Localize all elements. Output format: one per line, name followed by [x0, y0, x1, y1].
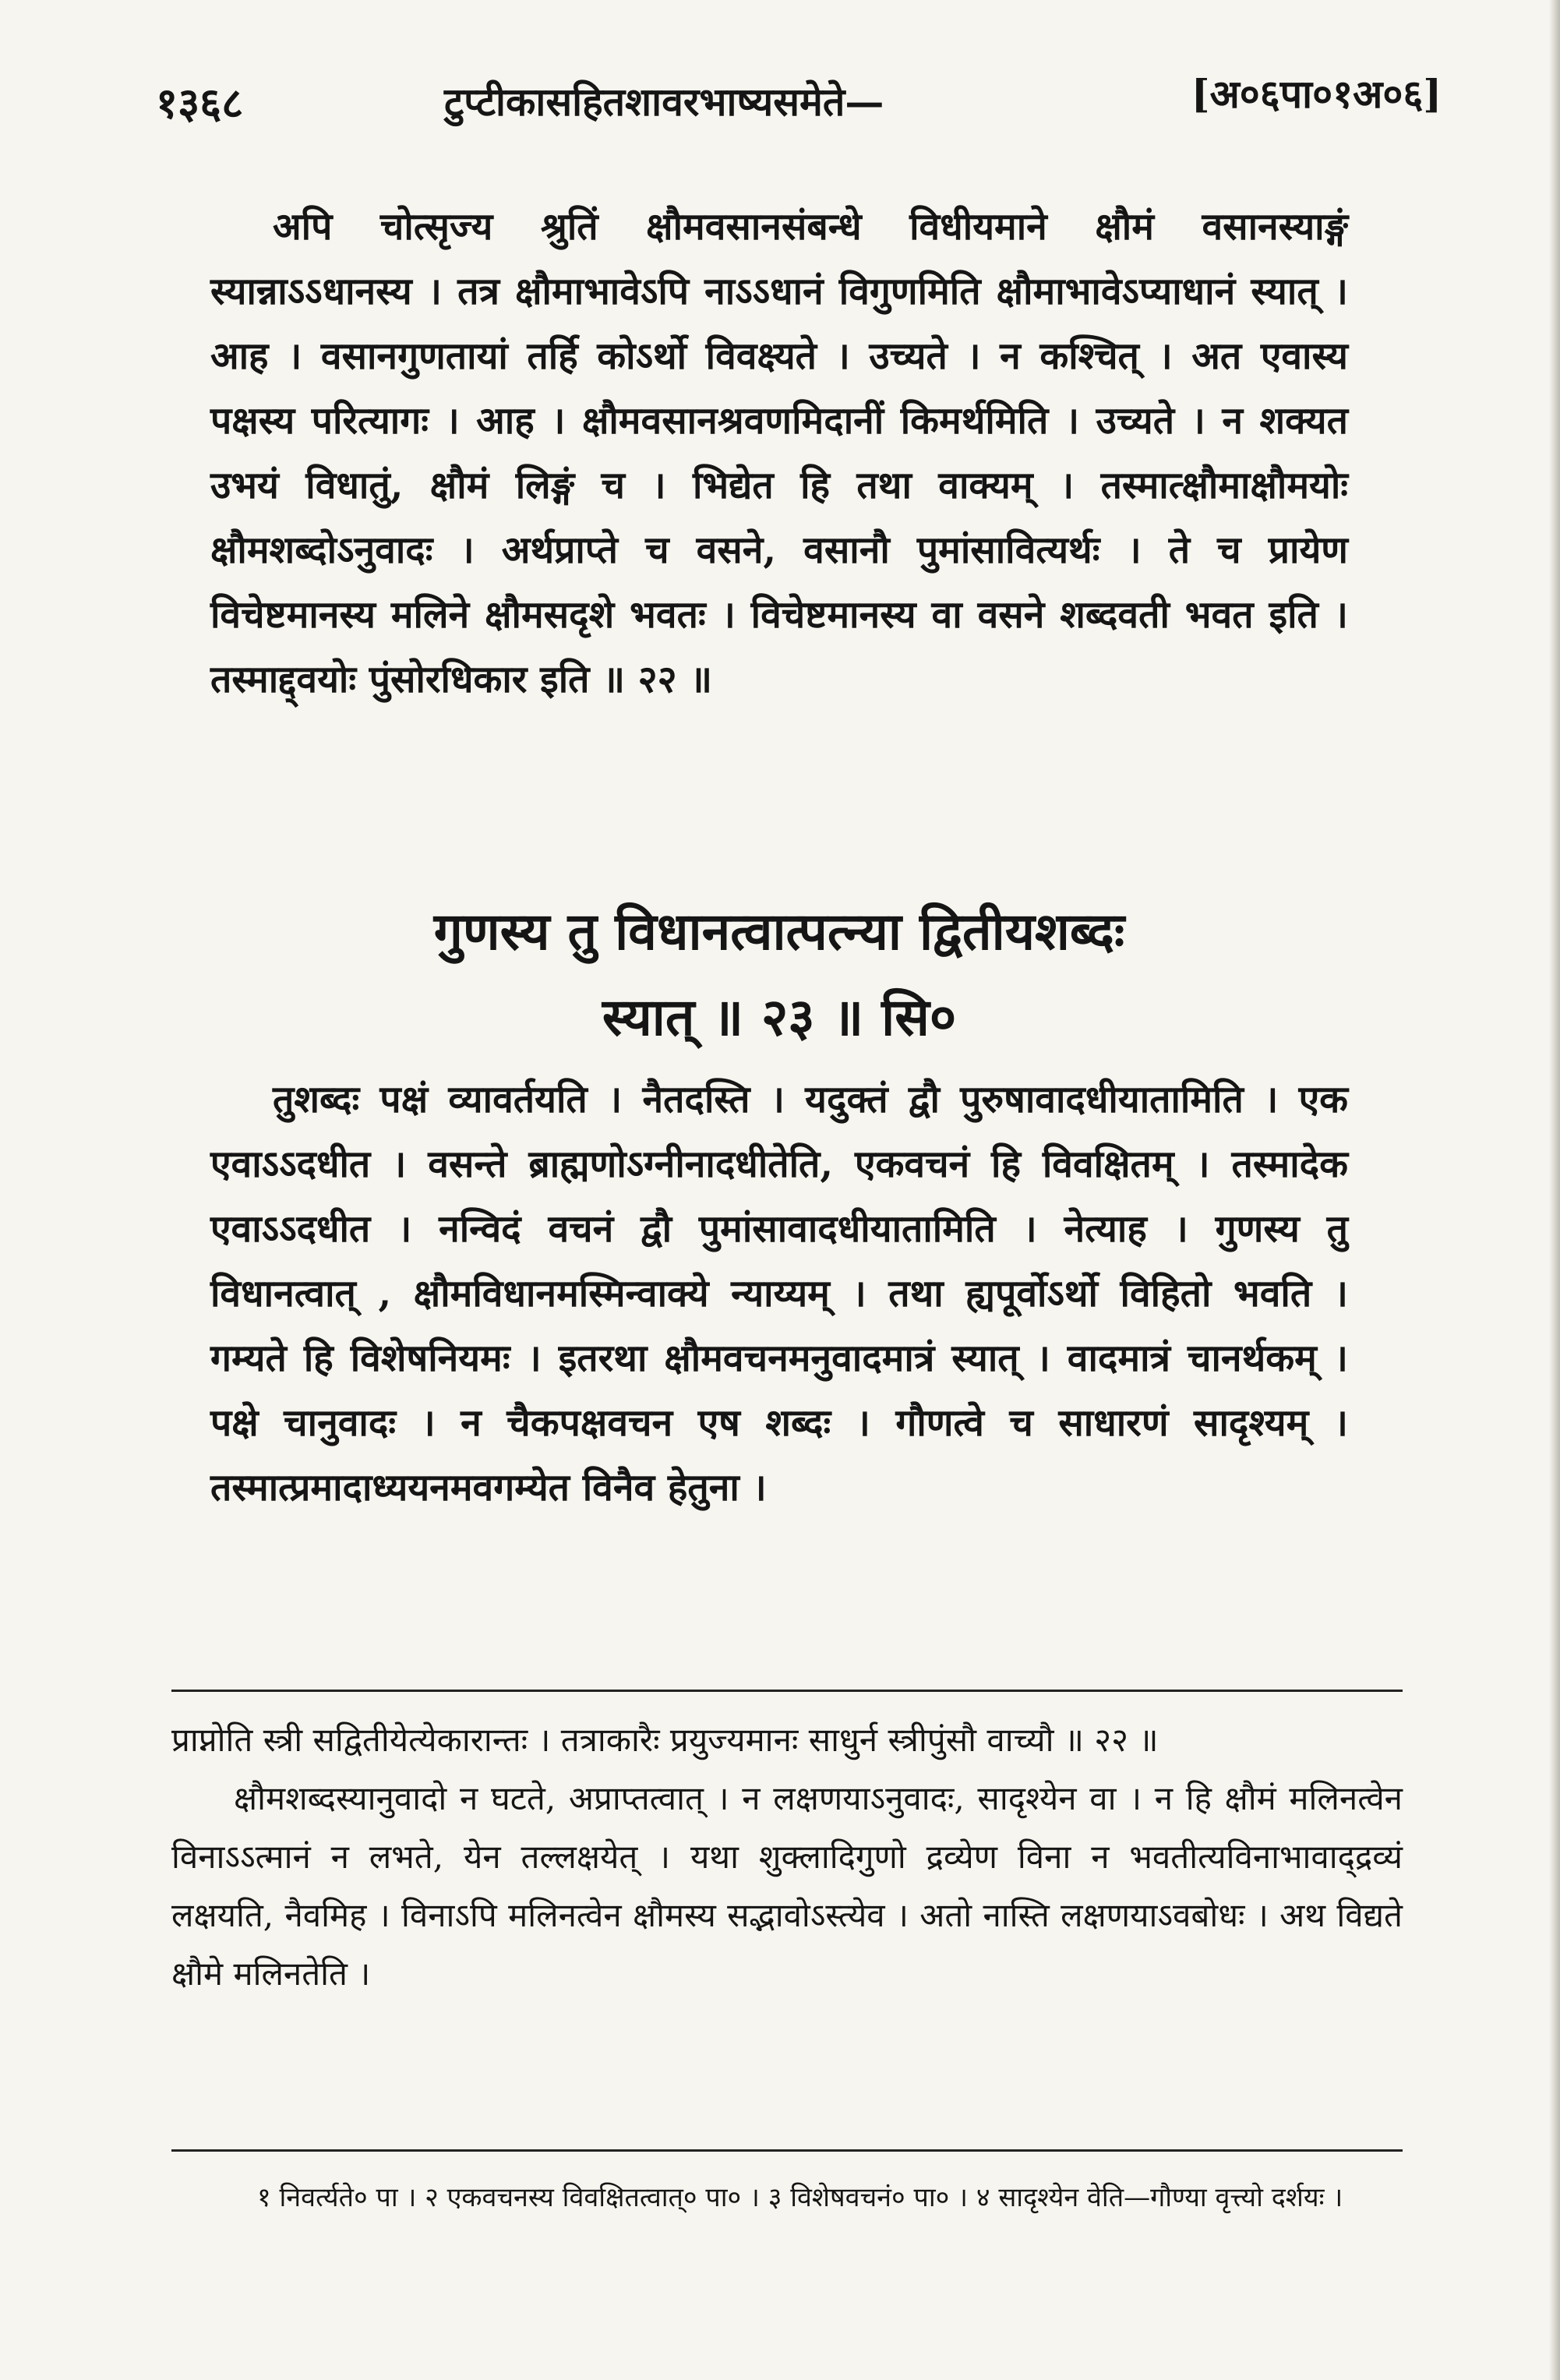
- commentary-line-2: क्षौमशब्दस्यानुवादो न घटते, अप्राप्तत्वात् । न लक्षणयाऽनुवादः, सादृश्येन वा । न हि क्षौमं मलिनत्वेन विनाऽऽत्मानं न लभते, येन तल्लक्षयेत् । यथा शुक्लादिगुणो द्रव्येण विना न भवतीत्यविनाभावाद्द्रव्यं लक्षयति, नैवमिह । विनाऽपि मलिनत्वेन क्षौमस्य सद्भावोऽस्त्येव । अतो नास्ति लक्षणयाऽवबोधः । अथ विद्यते क्षौमे मलिनतेति ।: [171, 1779, 1403, 1993]
- commentary-line-1: प्राप्नोति स्त्री सद्वितीयेत्येकारान्तः । तत्राकारैः प्रयुज्यमानः साधुर्न स्त्रीपुंसौ वाच्यौ ॥ २२ ॥: [171, 1721, 1159, 1759]
- footnote-line: १ निवर्त्यते० पा । २ एकवचनस्य विवक्षितत्वात्० पा० । ३ विशेषवचनं० पा० । ४ सादृश्येन वेति—गौण्या वृत्त्यो दर्शयः ।: [257, 2182, 1343, 2213]
- page-edge-shadow: [1549, 0, 1560, 2380]
- page-number: १३६८: [156, 78, 244, 128]
- bhashya-paragraph-2: तुशब्दः पक्षं व्यावर्तयति । नैतदस्ति । यदुक्तं द्वौ पुरुषावादधीयातामिति । एक एवाऽऽदधीत । वसन्ते ब्राह्मणोऽग्नीनादधीतेति, एकवचनं हि विवक्षितम् । तस्मादेक एवाऽऽदधीत । नन्विदं वचनं द्वौ पुमांसावादधीयातामिति । नेत्याह । गुणस्य तु विधानत्वात् , क्षौमविधानमस्मिन्वाक्ये न्याय्यम् । तथा ह्यपूर्वोऽर्थो विहितो भवति । गम्यते हि विशेषनियमः । इतरथा क्षौमवचनमनुवादमात्रं स्यात् । वादमात्रं चानर्थकम् । पक्षे चानुवादः । न चैकपक्षवचन एष शब्दः । गौणत्वे च साधारणं सादृश्यम् । तस्मात्प्रमादाध्ययनमवगम्येत विनैव हेतुना ।: [210, 1078, 1348, 1510]
- divider-line-1: [171, 1690, 1403, 1692]
- sutra-line-1: गुणस्य तु विधानत्वात्पत्न्या द्वितीयशब्दः: [433, 901, 1125, 962]
- divider-line-2: [171, 2149, 1403, 2152]
- bhashya-paragraph-1: अपि चोत्सृज्य श्रुतिं क्षौमवसानसंबन्धे विधीयमाने क्षौमं वसानस्याङ्गं स्यान्नाऽऽधानस्य । तत्र क्षौमाभावेऽपि नाऽऽधानं विगुणमिति क्षौमाभावेऽप्याधानं स्यात् । आह । वसानगुणतायां तर्हि कोऽर्थो विवक्ष्यते । उच्यते । न कश्चित् । अत एवास्य पक्षस्य परित्यागः । आह । क्षौमवसानश्रवणमिदानीं किमर्थमिति । उच्यते । न शक्यत उभयं विधातुं, क्षौमं लिङ्गं च । भिद्येत हि तथा वाक्यम् । तस्मात्क्षौमाक्षौमयोः क्षौमशब्दोऽनुवादः । अर्थप्राप्ते च वसने, वसानौ पुमांसावित्यर्थः । ते च प्रायेण विचेष्टमानस्य मलिने क्षौमसदृशे भवतः । विचेष्टमानस्य वा वसने शब्दवती भवत इति । तस्माद्द्वयोः पुंसोरधिकार इति ॥ २२ ॥: [210, 205, 1348, 701]
- footnotes: [171, 2174, 1403, 2221]
- sutra-23: [210, 888, 1348, 1060]
- running-title: टुप्टीकासहितशावरभाष्यसमेते—: [444, 79, 884, 125]
- page-header: [156, 66, 1442, 136]
- section-reference: [अ०६पा०१अ०६]: [1191, 71, 1442, 117]
- sutra-line-2: स्यात् ॥ २३ ॥ सि०: [602, 987, 957, 1047]
- tuptika-commentary: [171, 1711, 1403, 2003]
